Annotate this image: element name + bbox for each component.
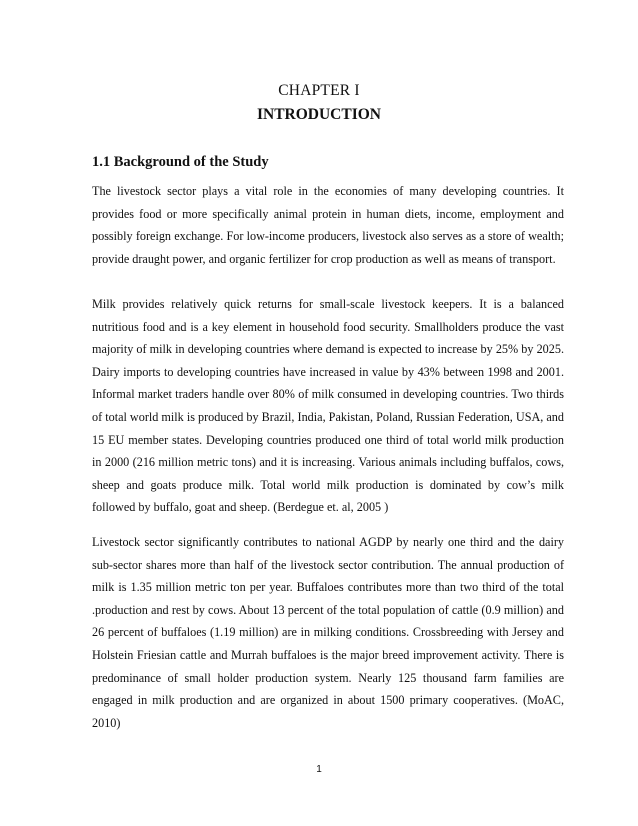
- page-number: 1: [316, 764, 322, 775]
- chapter-title: INTRODUCTION: [256, 106, 381, 123]
- section-heading: 1.1 Background of the Study: [92, 154, 269, 170]
- chapter-label: CHAPTER I: [278, 82, 360, 99]
- paragraph-livestock-role: The livestock sector plays a vital role in the economies of many developing countries. It provides food or more specifically animal protein in human diets, income, employment and possibly foreign exchange. For low-income producers, livestock also serves as a store of wealth; provide draught power, and organic fertilizer for crop production as well as means of transport.: [92, 184, 564, 266]
- paragraph-national-agdp: Livestock sector significantly contributes to national AGDP by nearly one third and the dairy sub-sector shares more than half of the livestock sector contribution. The annual production of milk is 1.35 million metric ton per year. Buffaloes contributes more than two third of the total .production and rest by cows. About 13 percent of the total population of cattle (0.9 million) and 26 percent of buffaloes (1.19 million) are in milking conditions. Crossbreeding with Jersey and Holstein Friesian cattle and Murrah buffaloes is the major breed improvement activity. There is predominance of small holder production system. Nearly 125 thousand farm families are engaged in milk production and are organized in about 1500 primary cooperatives. (MoAC, 2010): [92, 535, 564, 730]
- paragraph-milk-returns: Milk provides relatively quick returns for small-scale livestock keepers. It is a balanced nutritious food and is a key element in household food security. Smallholders produce the vast majority of milk in developing countries where demand is expected to increase by 25% by 2025. Dairy imports to developing countries have increased in value by 43% between 1998 and 2001. Informal market traders handle over 80% of milk consumed in developing countries. Two thirds of total world milk is produced by Brazil, India, Pakistan, Poland, Russian Federation, USA, and 15 EU member states. Developing countries produced one third of total world milk production in 2000 (216 million metric tons) and it is increasing. Various animals including buffalos, cows, sheep and goats produce milk. Total world milk production is dominated by cow’s milk followed by buffalo, goat and sheep. (Berdegue et. al, 2005 ): [92, 297, 564, 515]
